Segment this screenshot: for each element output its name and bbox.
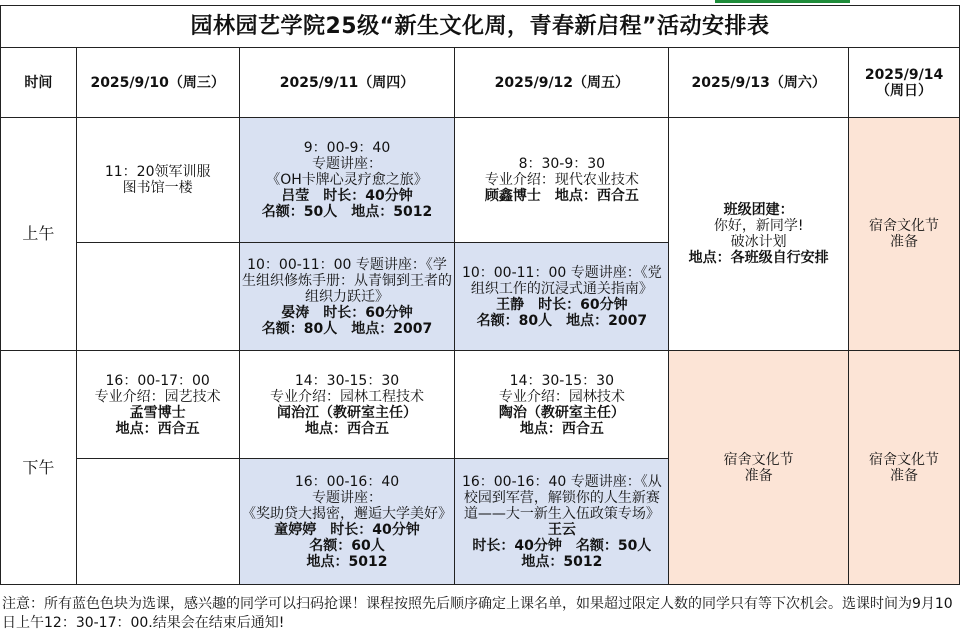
cell-0911-am-1[interactable] <box>239 118 455 243</box>
event-topic: 宿舍文化节 <box>869 451 940 468</box>
event-topic: 你好，新同学! <box>713 218 804 234</box>
header-date-0914-weekday: （周日） <box>876 82 933 99</box>
schedule-table <box>0 5 960 585</box>
cell-0910-pm-2[interactable] <box>76 459 239 585</box>
event-location: 地点：西合五 <box>305 420 389 437</box>
cell-0910-pm-1[interactable] <box>76 351 239 459</box>
event-topic: 《奖助贷大揭密，邂逅大学美好》 <box>242 505 452 522</box>
event-quota: 名额：80人 地点：2007 <box>476 312 648 329</box>
event-time: 9：00-9：40 <box>303 140 391 156</box>
event-time: 16：00-16：40 <box>294 473 400 490</box>
event-location: 地点：西合五 <box>115 420 200 437</box>
event-topic: 《OH卡牌心灵疗愈之旅》 <box>266 172 428 188</box>
event-note: 准备 <box>890 467 919 484</box>
header-date-0911[interactable]: 2025/9/11（周四） <box>239 48 455 118</box>
cell-0914-pm[interactable] <box>849 351 960 585</box>
period-morning[interactable]: 上午 <box>1 118 77 351</box>
event-location: 图书馆一楼 <box>122 180 193 196</box>
event-topic-speaker <box>242 506 453 538</box>
header-date-0914[interactable] <box>849 48 960 118</box>
event-speaker: 童婷婷 时长：40分钟 <box>274 521 420 538</box>
event-topic: 专业介绍：现代农业技术 <box>484 172 639 188</box>
cell-0913-am[interactable] <box>669 118 849 351</box>
cell-0914-am[interactable] <box>849 118 960 351</box>
event-topic: 10：00-11：00 专题讲座：《党组织工作的沉浸式通关指南》 <box>461 264 662 297</box>
event-speaker: 陶治（教研室主任） <box>498 404 625 421</box>
header-date-0912[interactable]: 2025/9/12（周五） <box>455 48 669 118</box>
event-quota: 名额：60人 <box>309 537 385 554</box>
event-topic: 专业介绍：园林工程技术 <box>270 388 424 405</box>
event-time: 14：30-15：30 <box>509 372 614 389</box>
header-date-0910[interactable]: 2025/9/10（周三） <box>76 48 239 118</box>
event-speaker: 顾鑫博士 地点：西合五 <box>484 188 639 204</box>
event-time: 8：30-9：30 <box>518 156 606 172</box>
period-afternoon[interactable]: 下午 <box>1 351 77 585</box>
cell-0911-am-2[interactable] <box>239 243 455 351</box>
event-topic: 宿舍文化节 <box>723 451 794 468</box>
event-topic-2: 破冰计划 <box>730 234 787 250</box>
event-time: 14：30-15：30 <box>294 372 400 389</box>
cell-0912-pm-1[interactable] <box>455 351 669 459</box>
sheet-title: 园林园艺学院25级“新生文化周，青春新启程”活动安排表 <box>1 6 960 48</box>
selection-note: 注意：所有蓝色色块为选课，感兴趣的同学可以扫码抢课！课程按照先后顺序确定上课名单，如果超过限定人数的同学只有等下次机会。选课时间为9月10日上午12：30-17：00.结果会在结束后通知! <box>2 596 953 631</box>
event-topic: 专业介绍：园林技术 <box>498 388 625 405</box>
event-topic-speaker <box>457 474 666 538</box>
event-speaker: 王云 <box>547 521 576 538</box>
event-time: 11：20领军训服 <box>104 164 211 180</box>
cell-0911-pm-1[interactable] <box>239 351 455 459</box>
event-note: 准备 <box>744 467 773 484</box>
event-type: 专题讲座： <box>312 489 382 506</box>
event-note: 准备 <box>890 234 919 250</box>
event-type: 班级团建： <box>723 202 794 218</box>
event-location: 地点：5012 <box>521 553 603 570</box>
cell-0910-am-2[interactable] <box>76 243 239 351</box>
event-location: 地点：西合五 <box>519 420 604 437</box>
event-speaker: 闻治江（教研室主任） <box>277 404 417 421</box>
event-quota: 名额：80人 地点：2007 <box>261 320 433 337</box>
header-date-0914-date: 2025/9/14 <box>864 66 944 83</box>
cell-0910-am-1[interactable] <box>76 118 239 243</box>
cell-0912-pm-2[interactable] <box>455 459 669 585</box>
event-time: 16：00-17：00 <box>105 372 210 389</box>
cell-0912-am-1[interactable] <box>455 118 669 243</box>
event-speaker: 孟雪博士 <box>129 404 186 421</box>
header-time[interactable]: 时间 <box>1 48 77 118</box>
cell-0912-am-2[interactable] <box>455 243 669 351</box>
cell-0913-pm[interactable] <box>669 351 849 585</box>
event-location: 地点：5012 <box>306 553 388 570</box>
header-date-0913[interactable]: 2025/9/13（周六） <box>669 48 849 118</box>
cell-0911-pm-2[interactable] <box>239 459 455 585</box>
event-quota: 时长：40分钟 名额：50人 <box>472 537 652 554</box>
event-topic: 宿舍文化节 <box>869 218 940 234</box>
event-topic: 专业介绍：园艺技术 <box>94 388 221 405</box>
event-quota: 名额：50人 地点：5012 <box>261 204 433 220</box>
event-topic: 10：00-11：00 专题讲座：《学生组织修炼手册：从青铜到王者的组织力跃迁》 <box>242 256 452 305</box>
selection-indicator <box>715 0 850 3</box>
event-speaker: 吕莹 时长：40分钟 <box>281 188 413 204</box>
event-location: 地点：各班级自行安排 <box>688 250 829 266</box>
event-topic: 16：00-16：40 专题讲座：《从校园到军营，解锁你的人生新赛道——大一新生入伍政策专场》 <box>461 473 662 522</box>
event-speaker: 王静 时长：60分钟 <box>496 296 628 313</box>
event-speaker: 晏涛 时长：60分钟 <box>281 304 413 321</box>
event-type: 专题讲座： <box>312 156 382 172</box>
